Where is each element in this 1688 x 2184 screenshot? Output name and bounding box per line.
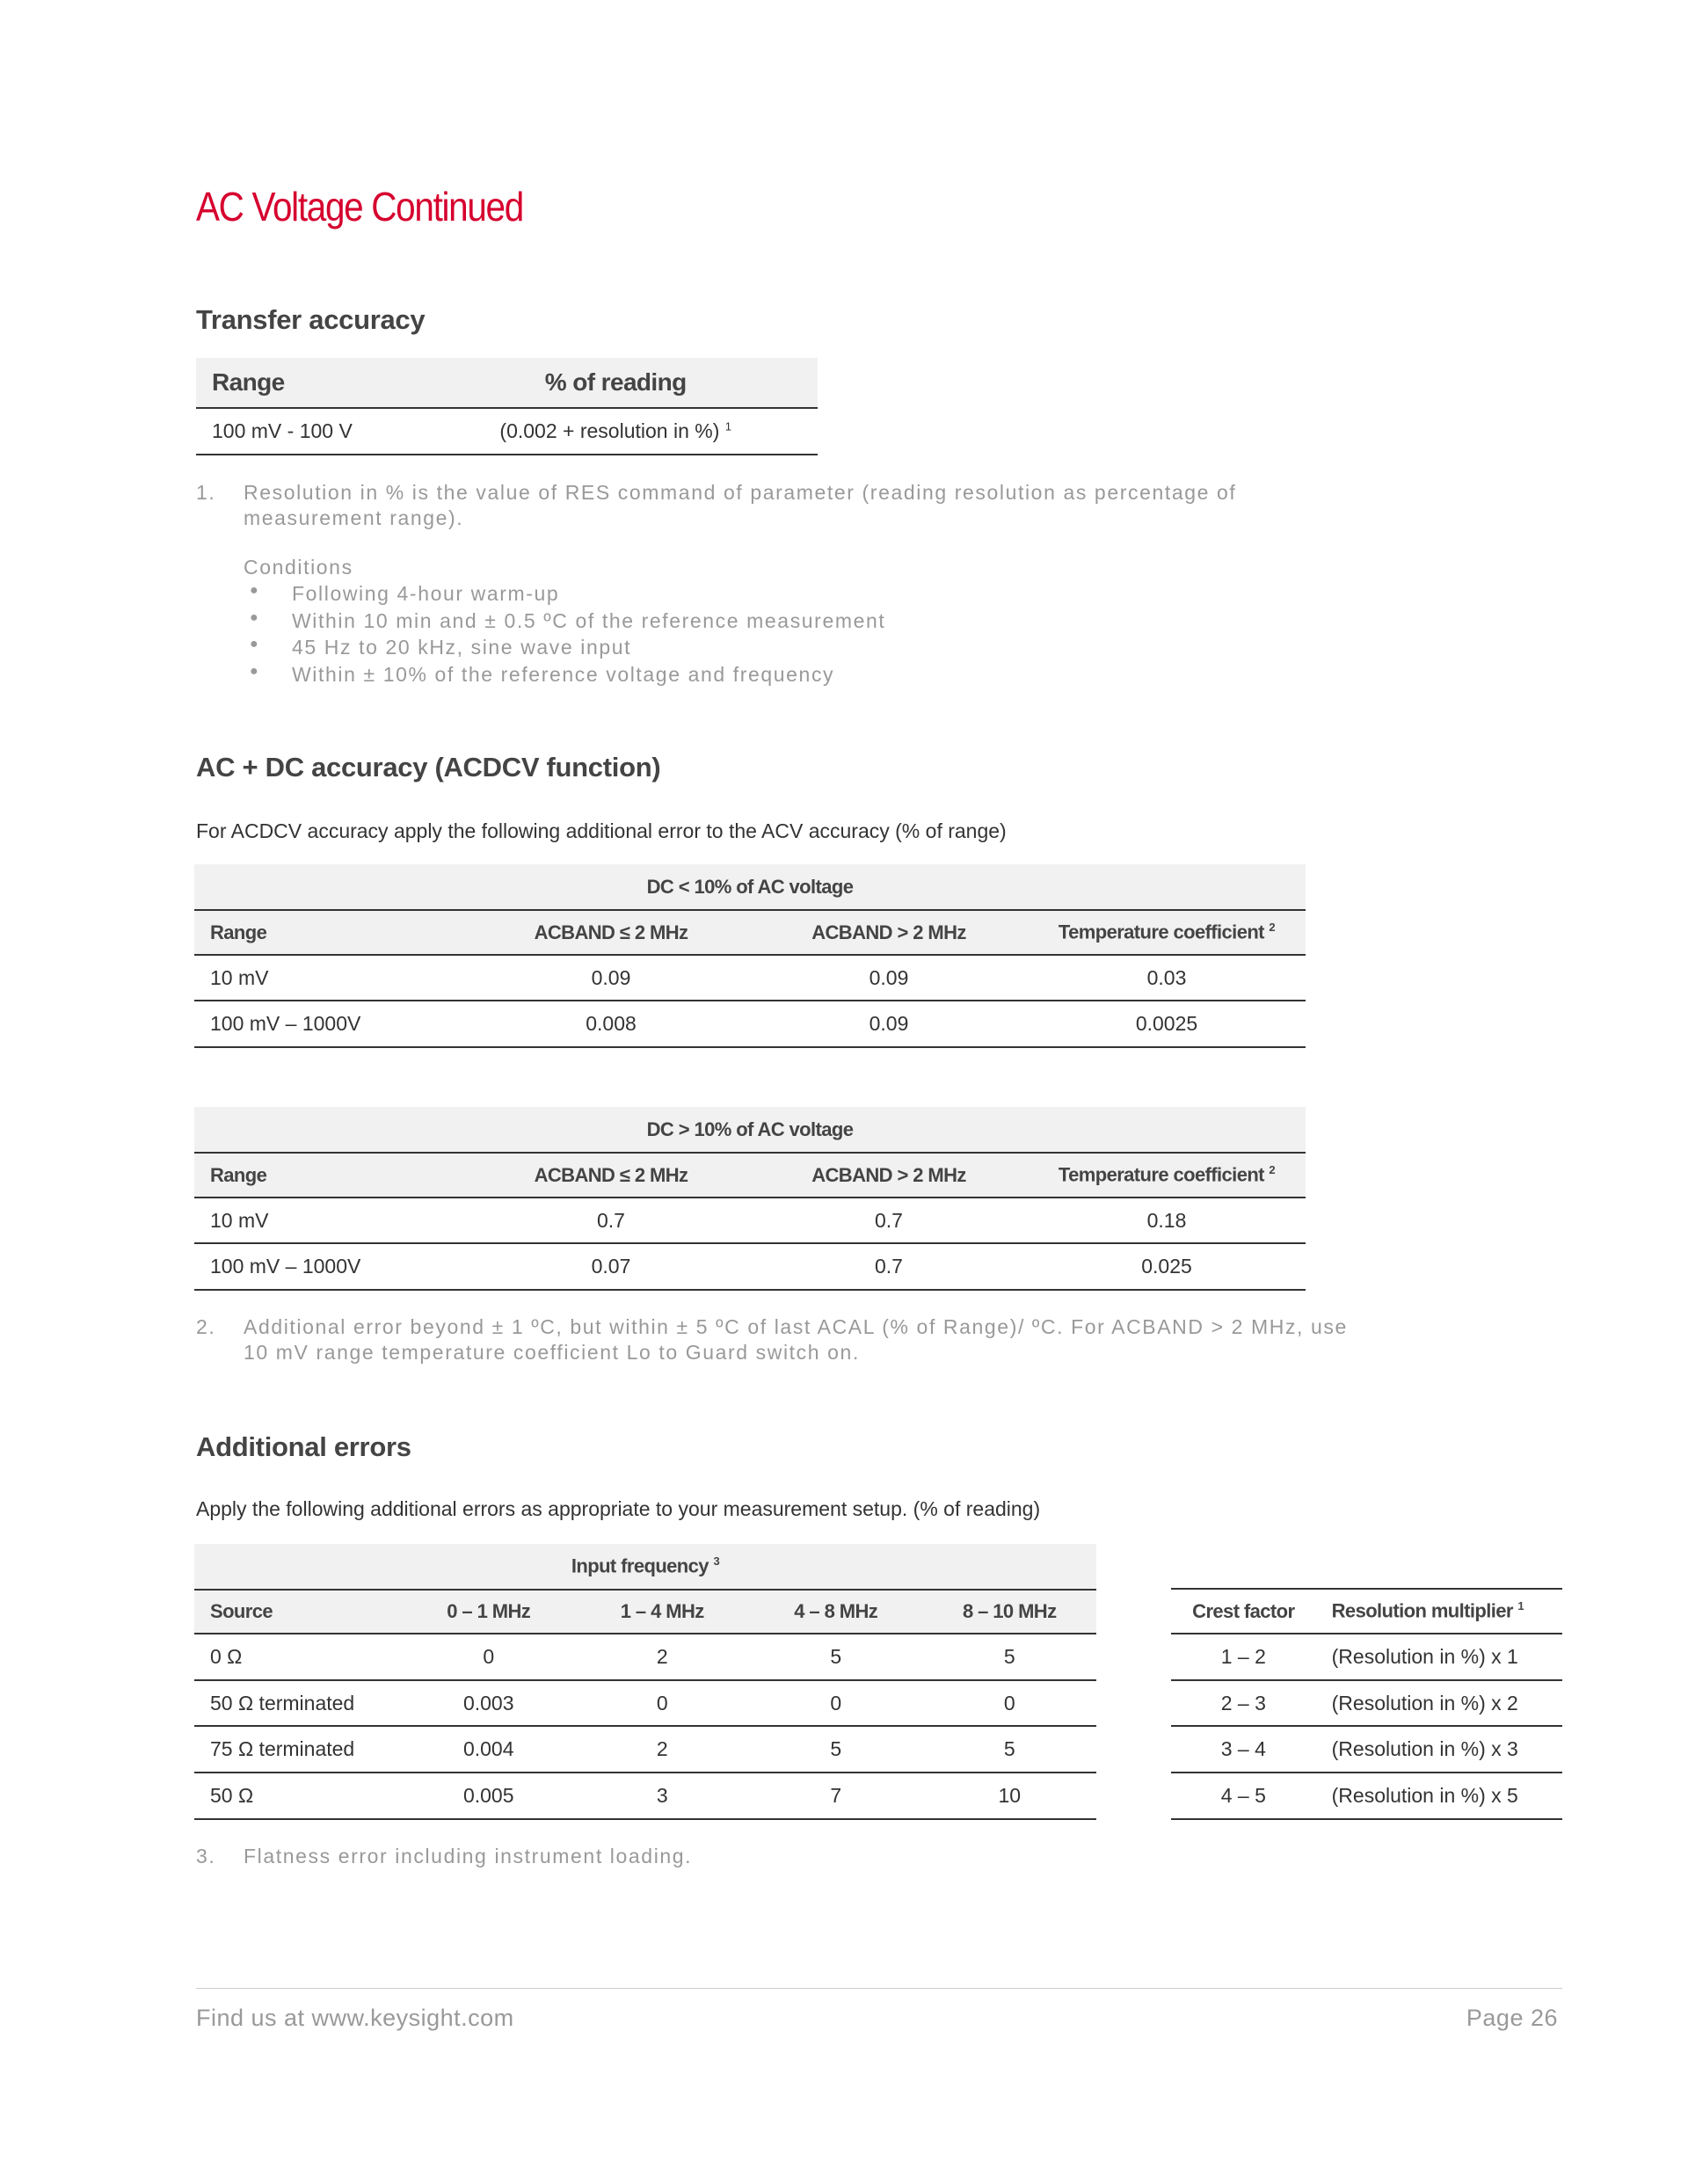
footnote-2 xyxy=(196,1314,1515,1367)
col-header: 4 – 8 MHz xyxy=(749,1590,923,1634)
cell: (Resolution in %) x 3 xyxy=(1316,1726,1562,1773)
cell: 2 xyxy=(575,1634,749,1680)
cell: 0.09 xyxy=(750,955,1028,1001)
table-title xyxy=(194,1544,1096,1590)
footnote-1 xyxy=(196,480,1427,533)
cell xyxy=(413,408,818,455)
cell: 0.005 xyxy=(402,1773,576,1819)
footnote-number: 3. xyxy=(196,1845,216,1867)
cell: 0 xyxy=(402,1634,576,1680)
table-row xyxy=(194,955,1306,1001)
cell: (Resolution in %) x 2 xyxy=(1316,1680,1562,1726)
cell-text: (0.002 + resolution in %) xyxy=(499,419,720,442)
cell: 100 mV – 1000V xyxy=(194,1243,472,1290)
cell: 0.09 xyxy=(472,955,750,1001)
cell: 50 Ω terminated xyxy=(194,1680,402,1726)
col-header: Range xyxy=(194,1153,472,1198)
col-header: 8 – 10 MHz xyxy=(922,1590,1096,1634)
cell: 100 mV – 1000V xyxy=(194,1001,472,1047)
table-row xyxy=(194,1773,1096,1819)
cell: 0 xyxy=(922,1680,1096,1726)
cell: 0.18 xyxy=(1028,1198,1306,1243)
cell: 0.0025 xyxy=(1028,1001,1306,1047)
footnote-text: measurement range). xyxy=(244,506,464,529)
list-item: Within ± 10% of the reference voltage and frequency xyxy=(292,663,835,686)
cell: (Resolution in %) x 1 xyxy=(1316,1634,1562,1680)
table-title: DC > 10% of AC voltage xyxy=(194,1107,1306,1153)
table-row xyxy=(1171,1726,1562,1773)
footnote-3 xyxy=(196,1844,1075,1870)
page-title: AC Voltage Continued xyxy=(196,184,523,229)
cell: 10 mV xyxy=(194,955,472,1001)
col-header: 0 – 1 MHz xyxy=(402,1590,576,1634)
col-header xyxy=(1028,910,1306,955)
footnote-number: 2. xyxy=(196,1315,216,1338)
cell: 0.7 xyxy=(750,1198,1028,1243)
col-header xyxy=(1028,1153,1306,1198)
cell: 5 xyxy=(922,1634,1096,1680)
footnote-ref: 3 xyxy=(713,1554,720,1569)
cell: 7 xyxy=(749,1773,923,1819)
cell: 0.7 xyxy=(750,1243,1028,1290)
cell: (Resolution in %) x 5 xyxy=(1316,1773,1562,1819)
cell: 0 xyxy=(575,1680,749,1726)
footnote-ref: 2 xyxy=(1269,1163,1276,1177)
additional-intro: Apply the following additional errors as appropriate to your measurement setup. (% of reading) xyxy=(196,1497,1041,1520)
table-row xyxy=(194,1198,1306,1243)
footer-divider xyxy=(196,1988,1562,1989)
section-heading-acdc: AC + DC accuracy (ACDCV function) xyxy=(196,752,661,783)
conditions-label: Conditions xyxy=(244,556,353,579)
col-header: ACBAND ≤ 2 MHz xyxy=(472,1153,750,1198)
bullet-icon: ● xyxy=(250,664,258,679)
cell: 0.004 xyxy=(402,1726,576,1773)
cell: 2 – 3 xyxy=(1171,1680,1316,1726)
footnote-text: 10 mV range temperature coefficient Lo to Guard switch on. xyxy=(244,1341,860,1364)
cell: 3 xyxy=(575,1773,749,1819)
col-header: ACBAND > 2 MHz xyxy=(750,910,1028,955)
footnote-text: Resolution in % is the value of RES command of parameter (reading resolution as percentage of xyxy=(244,481,1237,504)
cell: 0.07 xyxy=(472,1243,750,1290)
cell: 75 Ω terminated xyxy=(194,1726,402,1773)
table-row xyxy=(196,408,818,455)
table-row xyxy=(194,1680,1096,1726)
cell: 0.003 xyxy=(402,1680,576,1726)
acdc-table-dc-lt-10 xyxy=(194,864,1306,1048)
cell: 1 – 2 xyxy=(1171,1634,1316,1680)
cell: 10 xyxy=(922,1773,1096,1819)
col-header: 1 – 4 MHz xyxy=(575,1590,749,1634)
cell: 5 xyxy=(922,1726,1096,1773)
table-row xyxy=(194,1726,1096,1773)
col-header: Source xyxy=(194,1590,402,1634)
cell: 0.03 xyxy=(1028,955,1306,1001)
section-heading-additional: Additional errors xyxy=(196,1431,411,1462)
col-header: Crest factor xyxy=(1171,1589,1316,1634)
input-frequency-table xyxy=(194,1544,1096,1820)
cell: 0.09 xyxy=(750,1001,1028,1047)
col-header: ACBAND ≤ 2 MHz xyxy=(472,910,750,955)
page-number: Page 26 xyxy=(1466,2005,1558,2031)
col-header-text: Temperature coefficient xyxy=(1058,921,1264,943)
col-header-text: Temperature coefficient xyxy=(1058,1163,1264,1186)
cell: 0 Ω xyxy=(194,1634,402,1680)
col-header: Range xyxy=(196,358,413,408)
footnote-ref: 1 xyxy=(1517,1599,1524,1613)
cell: 0 xyxy=(749,1680,923,1726)
list-item: Following 4-hour warm-up xyxy=(292,582,560,605)
bullet-icon: ● xyxy=(250,610,258,625)
list-item: Within 10 min and ± 0.5 ºC of the reference measurement xyxy=(292,609,886,632)
footer-website[interactable]: Find us at www.keysight.com xyxy=(196,2005,514,2031)
col-header: ACBAND > 2 MHz xyxy=(750,1153,1028,1198)
table-row xyxy=(194,1243,1306,1290)
cell: 5 xyxy=(749,1726,923,1773)
cell: 4 – 5 xyxy=(1171,1773,1316,1819)
col-header: Range xyxy=(194,910,472,955)
table-title: DC < 10% of AC voltage xyxy=(194,864,1306,910)
table-row xyxy=(1171,1773,1562,1819)
cell: 0.025 xyxy=(1028,1243,1306,1290)
list-item: 45 Hz to 20 kHz, sine wave input xyxy=(292,636,632,659)
footnote-text: Additional error beyond ± 1 ºC, but within ± 5 ºC of last ACAL (% of Range)/ ºC. For ACBAND > 2 MHz, use xyxy=(244,1315,1348,1338)
table-row xyxy=(194,1634,1096,1680)
cell: 3 – 4 xyxy=(1171,1726,1316,1773)
footnote-ref: 1 xyxy=(724,419,731,433)
cell: 100 mV - 100 V xyxy=(196,408,413,455)
bullet-icon: ● xyxy=(250,583,258,598)
cell: 0.008 xyxy=(472,1001,750,1047)
footnote-number: 1. xyxy=(196,481,216,504)
cell: 5 xyxy=(749,1634,923,1680)
table-row xyxy=(1171,1680,1562,1726)
cell: 10 mV xyxy=(194,1198,472,1243)
cell: 0.7 xyxy=(472,1198,750,1243)
crest-factor-table xyxy=(1171,1588,1562,1820)
cell: 2 xyxy=(575,1726,749,1773)
acdc-intro: For ACDCV accuracy apply the following additional error to the ACV accuracy (% of range) xyxy=(196,819,1007,842)
col-header xyxy=(1316,1589,1562,1634)
acdc-table-dc-gt-10 xyxy=(194,1107,1306,1291)
footnote-text: Flatness error including instrument loading. xyxy=(244,1845,693,1867)
col-header: % of reading xyxy=(413,358,818,408)
section-heading-transfer: Transfer accuracy xyxy=(196,304,426,335)
footnote-ref: 2 xyxy=(1269,921,1276,935)
table-row xyxy=(194,1001,1306,1047)
bullet-icon: ● xyxy=(250,637,258,652)
transfer-table xyxy=(196,358,818,455)
table-row xyxy=(1171,1634,1562,1680)
cell: 50 Ω xyxy=(194,1773,402,1819)
table-title-text: Input frequency xyxy=(571,1554,709,1577)
col-header-text: Resolution multiplier xyxy=(1331,1599,1513,1622)
